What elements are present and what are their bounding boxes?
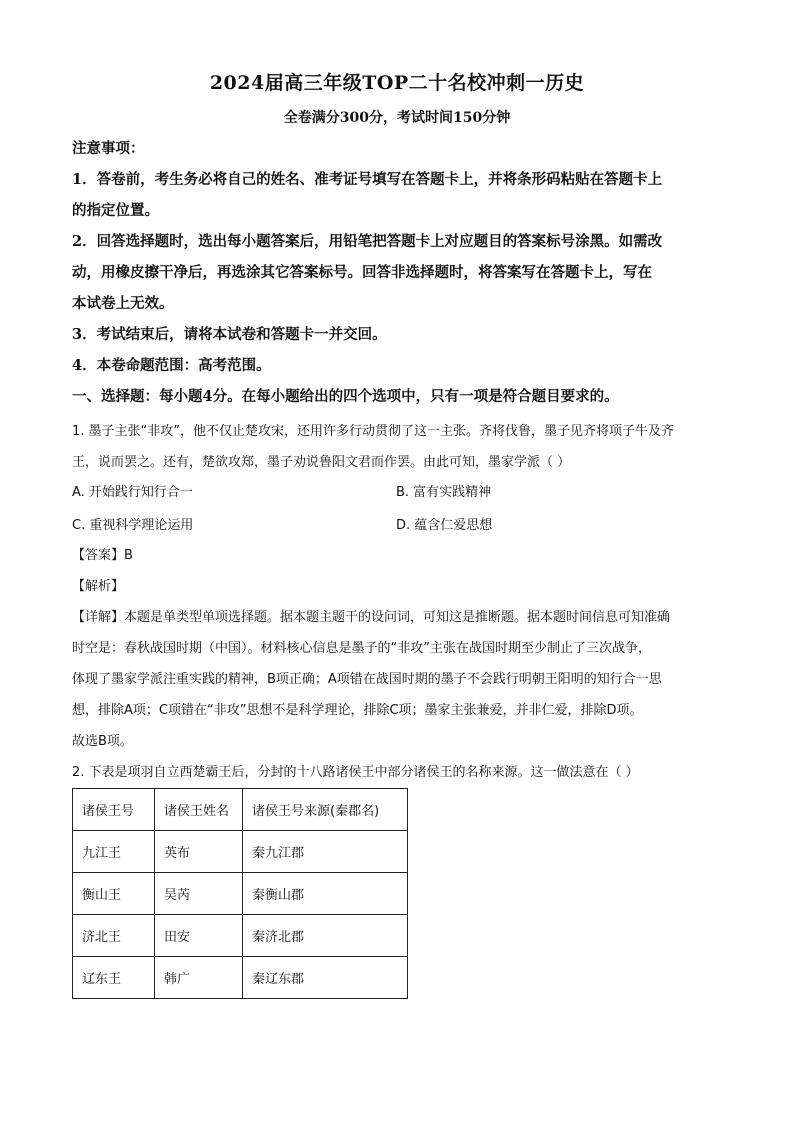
question-1-stem [72,416,728,478]
question-1-stem-line-2: 王，说而罢之。还有，楚欲攻郑，墨子劝说鲁阳文君而作罢。由此可知，墨家学派（ ） [72,455,571,470]
table-cell: 济北王 [73,915,155,957]
table-row [73,831,408,873]
detail-line-3: 体现了墨家学派注重实践的精神，B项正确；A项错在战国时期的墨子不会践行明朝王阳明的知行合一思 [72,672,662,687]
table-cell: 秦九江郡 [243,831,408,873]
option-a: A. 开始践行知行合一 [72,485,193,500]
table-cell: 韩广 [155,957,243,999]
question-1-stem-line-1: 1. 墨子主张“非攻”，他不仅止楚攻宋，还用许多行动贯彻了这一主张。齐将伐鲁，墨子见齐将项子牛及齐 [72,424,675,439]
option-b: B. 富有实践精神 [396,485,492,500]
notice-item-2-line-2: 动，用橡皮擦干净后，再选涂其它答案标号。回答非选择题时，将答案写在答题卡上，写在 [72,264,652,281]
notice-item-4: 4．本卷命题范围：高考范围。 [72,357,271,374]
notice-item-2-line-3: 本试卷上无效。 [72,295,174,312]
feudal-kings-table [72,788,408,999]
table-cell: 衡山王 [73,873,155,915]
exam-title: 2024届高三年级TOP二十名校冲刺一历史 [209,72,585,94]
table-row [73,957,408,999]
detail-line-4: 想，排除A项；C项错在“非攻”思想不是科学理论，排除C项；墨家主张兼爱，并非仁爱，排除D项。 [72,703,643,718]
table-cell: 英布 [155,831,243,873]
notice-item-1-line-2: 的指定位置。 [72,202,159,219]
option-c: C. 重视科学理论运用 [72,518,194,533]
detail-line-2: 时空是：春秋战国时期（中国）。材料核心信息是墨子的“非攻”主张在战国时期至少制止了三次战争， [72,641,651,656]
question-1-solution [72,540,728,757]
table-row [73,873,408,915]
section-one-heading: 一、选择题：每小题4分。在每小题给出的四个选项中，只有一项是符合题目要求的。 [72,388,619,405]
table-header-cell: 诸侯王姓名 [155,789,243,831]
answer-label: 【答案】B [72,548,133,563]
table-cell: 九江王 [73,831,155,873]
table-cell: 秦辽东郡 [243,957,408,999]
notice-item-1-line-1: 1．答卷前，考生务必将自己的姓名、准考证号填写在答题卡上，并将条形码粘贴在答题卡上 [72,171,663,188]
question-2-stem-line: 2. 下表是项羽自立西楚霸王后，分封的十八路诸侯王中部分诸侯王的名称来源。这一做法意在（ ） [72,765,639,780]
table-cell: 吴芮 [155,873,243,915]
analysis-label: 【解析】 [72,579,125,594]
table-header-cell: 诸侯王号来源(秦郡名) [243,789,408,831]
table-row [73,915,408,957]
question-2-stem [72,757,728,788]
notice-heading: 注意事项： [72,140,145,157]
table-header-cell: 诸侯王号 [73,789,155,831]
exam-subtitle: 全卷满分300分，考试时间150分钟 [283,110,511,126]
table-header-row [73,789,408,831]
option-d: D. 蕴含仁爱思想 [396,518,493,533]
detail-line-1: 【详解】本题是单类型单项选择题。据本题主题干的设问词，可知这是推断题。据本题时间信息可知准确 [72,610,671,625]
notice-item-2-line-1: 2．回答选择题时，选出每小题答案后，用铅笔把答题卡上对应题目的答案标号涂黑。如需改 [72,233,663,250]
notice-section [72,133,728,412]
table-cell: 辽东王 [73,957,155,999]
table-cell: 田安 [155,915,243,957]
table-cell: 秦衡山郡 [243,873,408,915]
detail-line-5: 故选B项。 [72,734,133,749]
table-cell: 秦济北郡 [243,915,408,957]
notice-item-3: 3．考试结束后，请将本试卷和答题卡一并交回。 [72,326,387,343]
